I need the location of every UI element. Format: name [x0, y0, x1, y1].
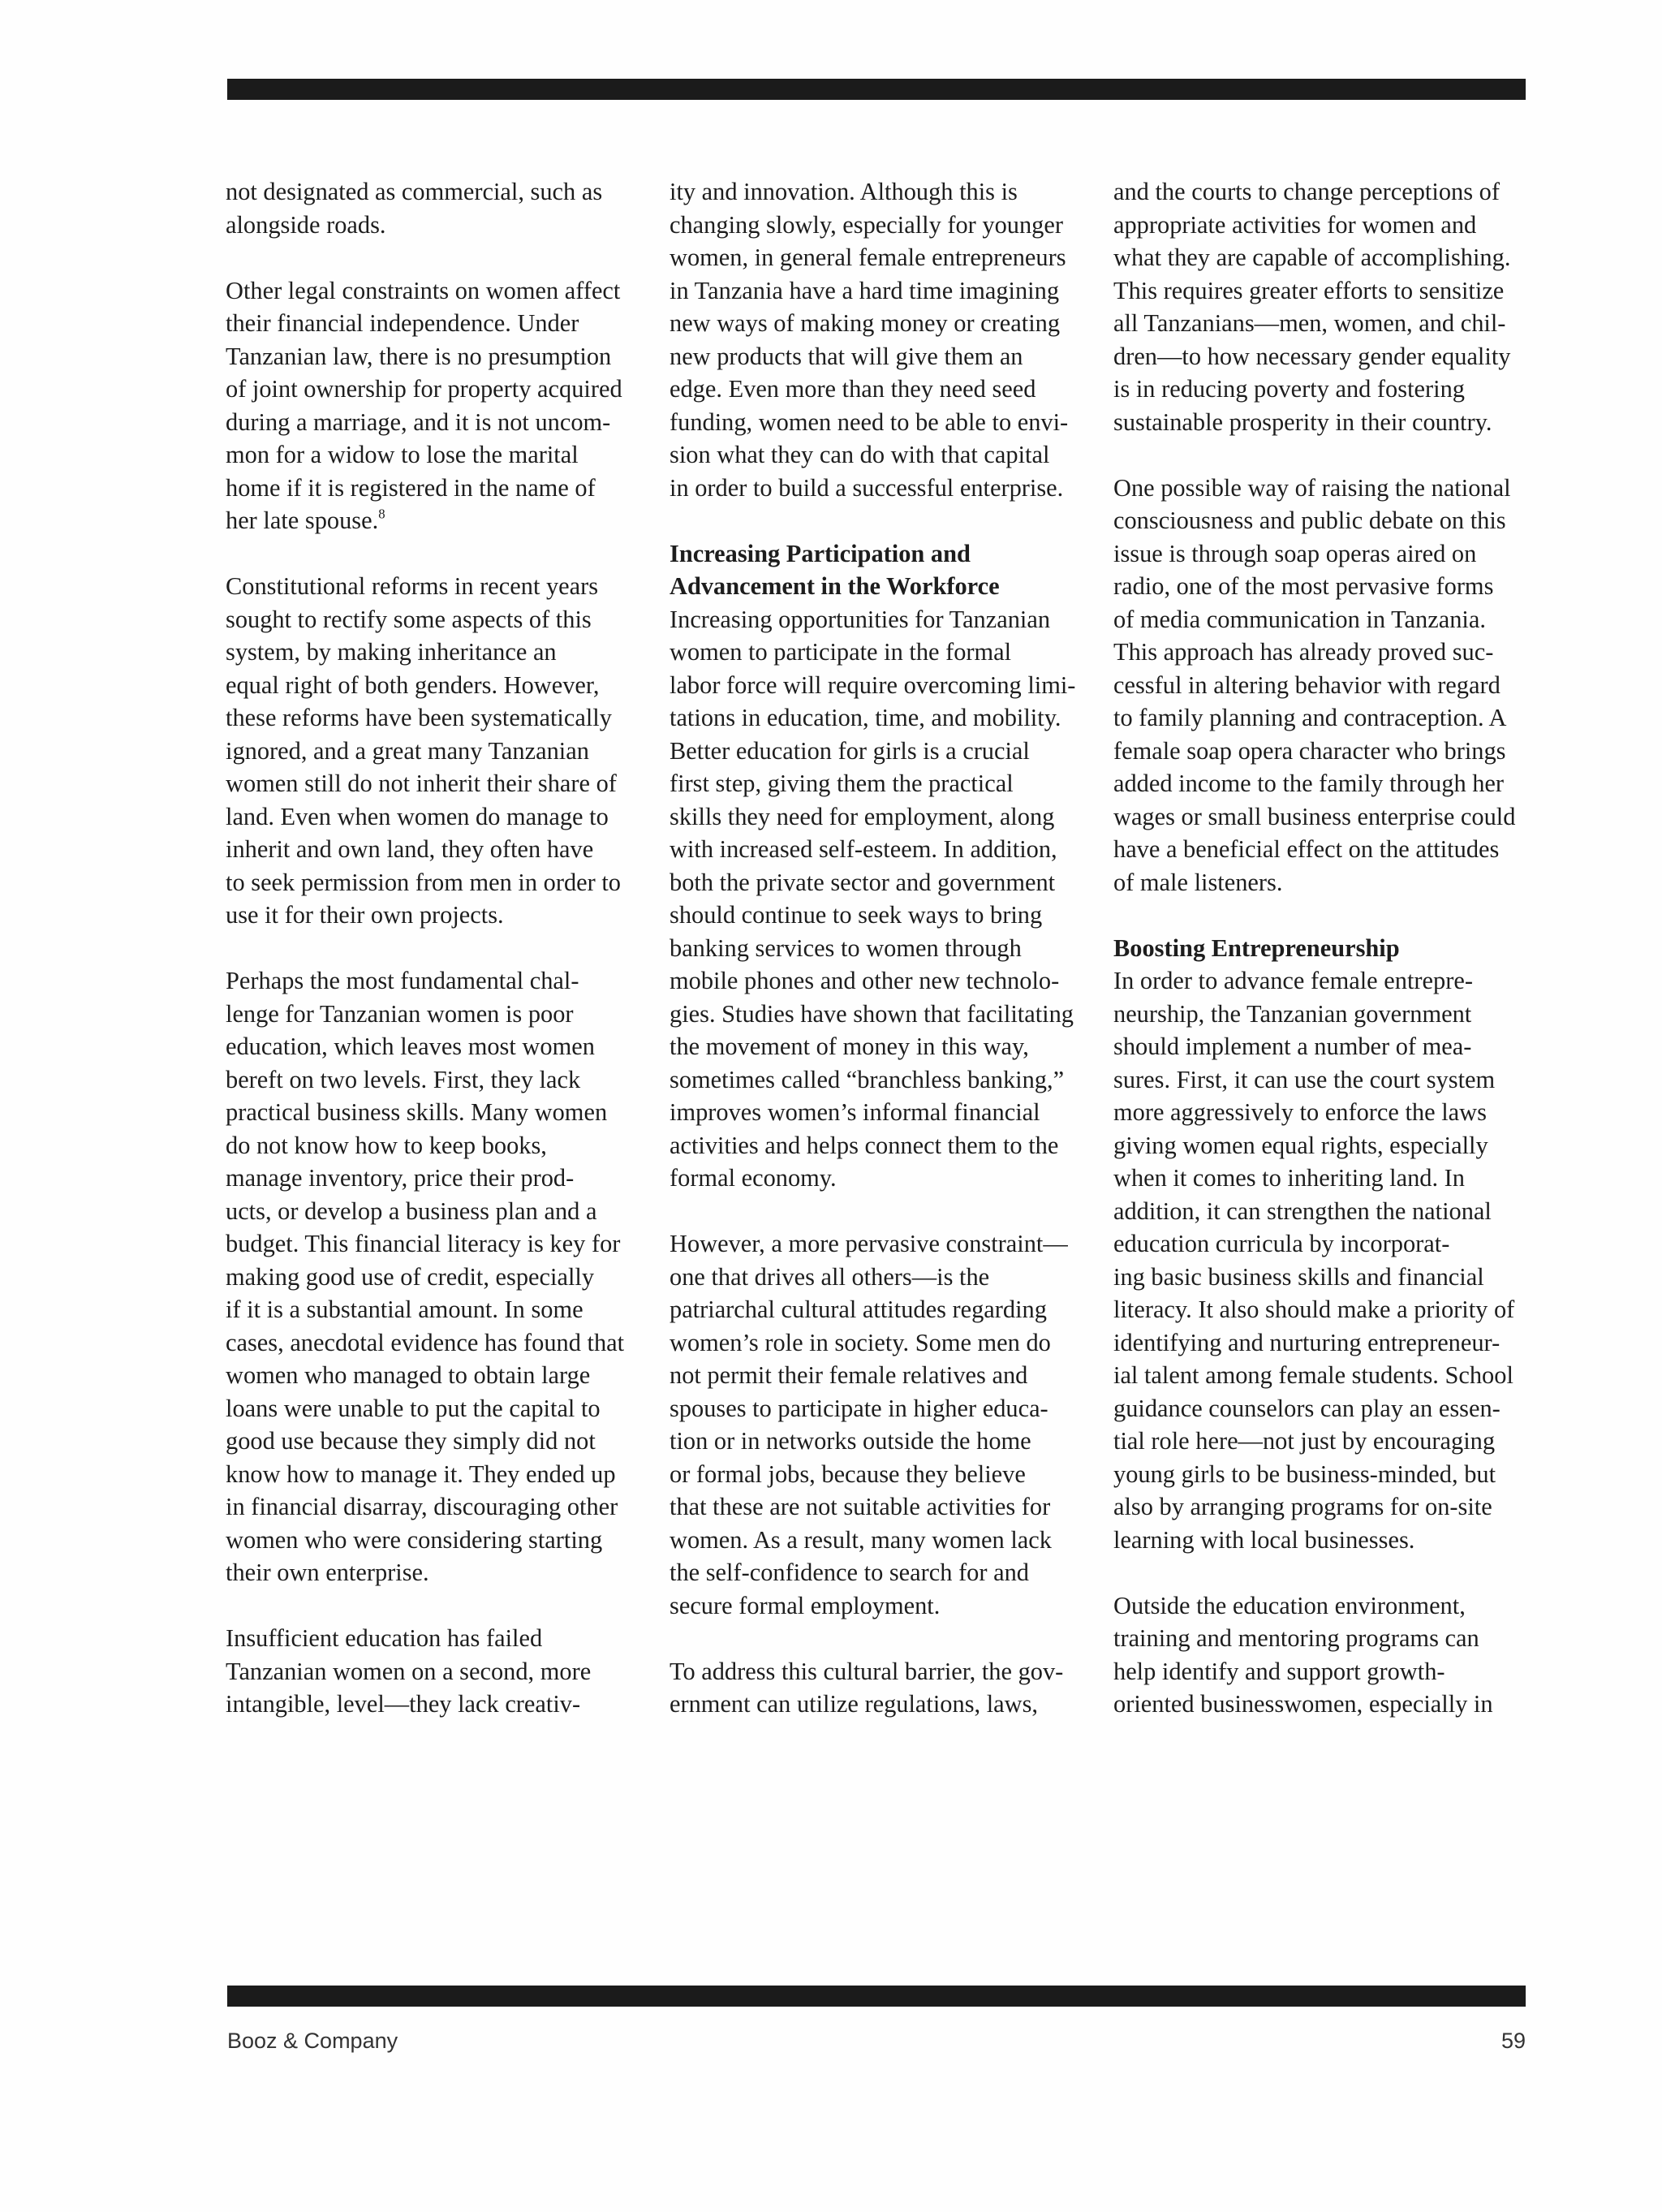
- text-line: home if it is registered in the name of: [226, 473, 596, 502]
- text-line: that these are not suitable activities for: [670, 1493, 1051, 1520]
- text-line: during a marriage, and it is not uncom-: [226, 407, 611, 436]
- text-line: should continue to seek ways to bring: [670, 901, 1043, 929]
- text-line: wages or small business enterprise could: [1113, 802, 1516, 830]
- text-line: One possible way of raising the national: [1113, 473, 1511, 502]
- text-line: or formal jobs, because they believe: [670, 1460, 1026, 1488]
- paragraph: [226, 274, 680, 537]
- text-line: giving women equal rights, especially: [1113, 1131, 1488, 1159]
- paragraph: [1113, 1589, 1568, 1721]
- paragraph: [670, 175, 1124, 504]
- text-line: tations in education, time, and mobility.: [670, 704, 1061, 731]
- text-line: neurship, the Tanzanian government: [1113, 999, 1472, 1028]
- section-heading: [670, 537, 1124, 603]
- paragraph: [670, 1655, 1124, 1721]
- text-line: their own enterprise.: [226, 1559, 429, 1586]
- text-line: making good use of credit, especially: [226, 1262, 595, 1291]
- text-line: not permit their female relatives and: [670, 1361, 1028, 1389]
- text-line: identifying and nurturing entrepreneur-: [1113, 1328, 1501, 1356]
- text-line: changing slowly, especially for younger: [670, 210, 1063, 239]
- text-line: Increasing opportunities for Tanzanian: [670, 605, 1051, 633]
- text-line: female soap opera character who brings: [1113, 736, 1506, 765]
- text-line: formal economy.: [670, 1164, 837, 1192]
- text-line: In order to advance female entrepre-: [1113, 967, 1473, 994]
- text-line: edge. Even more than they need seed: [670, 375, 1036, 403]
- text-line: education curricula by incorporat-: [1113, 1230, 1450, 1257]
- text-line: mon for a widow to lose the marital: [226, 441, 579, 468]
- text-line: Other legal constraints on women affect: [226, 276, 621, 304]
- text-line: Increasing Participation and: [670, 539, 971, 567]
- text-line: literacy. It also should make a priority of: [1113, 1296, 1515, 1323]
- text-line: inherit and own land, they often have: [226, 835, 594, 863]
- text-line: funding, women need to be able to envi-: [670, 407, 1069, 436]
- text-line: new ways of making money or creating: [670, 309, 1061, 337]
- text-line: in Tanzania have a hard time imagining: [670, 276, 1060, 304]
- text-line: women who managed to obtain large: [226, 1361, 591, 1389]
- text-line: when it comes to inheriting land. In: [1113, 1164, 1465, 1192]
- section-heading: [1113, 932, 1568, 965]
- text-line: cases, anecdotal evidence has found that: [226, 1328, 625, 1356]
- text-line: what they are capable of accomplishing.: [1113, 244, 1511, 271]
- text-line: of joint ownership for property acquired: [226, 375, 622, 403]
- text-line: gies. Studies have shown that facilitating: [670, 999, 1074, 1028]
- text-line: Constitutional reforms in recent years: [226, 572, 599, 600]
- text-line: budget. This financial literacy is key for: [226, 1230, 621, 1257]
- text-line: tion or in networks outside the home: [670, 1427, 1031, 1455]
- text-line: radio, one of the most pervasive forms: [1113, 572, 1494, 600]
- text-line: added income to the family through her: [1113, 770, 1505, 797]
- text-line: women, in general female entrepreneurs: [670, 244, 1066, 271]
- text-line: education, which leaves most women: [226, 1033, 595, 1060]
- text-line: also by arranging programs for on-site: [1113, 1493, 1492, 1520]
- text-line: sometimes called “branchless banking,”: [670, 1065, 1065, 1093]
- text-line: if it is a substantial amount. In some: [226, 1296, 583, 1323]
- text-line: lenge for Tanzanian women is poor: [226, 999, 574, 1028]
- text-line: To address this cultural barrier, the gov-: [670, 1657, 1064, 1685]
- text-line: sought to rectify some aspects of this: [226, 605, 592, 633]
- text-line: equal right of both genders. However,: [226, 670, 600, 699]
- text-line: practical business skills. Many women: [226, 1098, 608, 1126]
- paragraph: [226, 570, 680, 932]
- text-line: patriarchal cultural attitudes regarding: [670, 1296, 1047, 1323]
- text-line: sustainable prosperity in their country.: [1113, 407, 1492, 436]
- text-line: labor force will require overcoming limi-: [670, 670, 1076, 699]
- paragraph: [670, 603, 1124, 1195]
- text-line: in financial disarray, discouraging other: [226, 1493, 618, 1520]
- text-line: first step, giving them the practical: [670, 770, 1014, 797]
- paragraph: [1113, 964, 1568, 1556]
- footnote-marker[interactable]: 8: [378, 506, 385, 522]
- text-line: system, by making inheritance an: [226, 638, 557, 666]
- text-line: intangible, level—they lack creativ-: [226, 1690, 581, 1718]
- text-line: help identify and support growth-: [1113, 1657, 1445, 1685]
- text-column-3: [1113, 175, 1568, 1753]
- text-line: is in reducing poverty and fostering: [1113, 375, 1465, 403]
- text-line: ial talent among female students. School: [1113, 1361, 1513, 1389]
- text-line: ing basic business skills and financial: [1113, 1262, 1484, 1291]
- text-line: and the courts to change perceptions of: [1113, 178, 1500, 205]
- text-line: women who were considering starting: [226, 1525, 603, 1554]
- text-line: with increased self-esteem. In addition,: [670, 835, 1057, 863]
- text-line: have a beneficial effect on the attitudes: [1113, 835, 1500, 863]
- paragraph: [1113, 175, 1568, 438]
- text-line: Boosting Entrepreneurship: [1113, 934, 1400, 962]
- publisher-name: Booz & Company: [227, 2029, 398, 2053]
- text-line: ignored, and a great many Tanzanian: [226, 736, 589, 765]
- text-line: ucts, or develop a business plan and a: [226, 1197, 597, 1225]
- paragraph: [670, 1227, 1124, 1622]
- text-line: dren—to how necessary gender equality: [1113, 342, 1511, 370]
- text-line: all Tanzanians—men, women, and chil-: [1113, 309, 1506, 337]
- text-line: women. As a result, many women lack: [670, 1525, 1052, 1554]
- text-line: sion what they can do with that capital: [670, 441, 1050, 468]
- text-line: land. Even when women do manage to: [226, 802, 609, 830]
- text-line: manage inventory, price their prod-: [226, 1164, 575, 1192]
- text-line: use it for their own projects.: [226, 901, 504, 929]
- text-line: improves women’s informal financial: [670, 1098, 1040, 1126]
- paragraph: [226, 175, 680, 241]
- text-line: Tanzanian law, there is no presumption: [226, 342, 612, 370]
- text-line: tial role here—not just by encouraging: [1113, 1427, 1496, 1455]
- text-line: issue is through soap operas aired on: [1113, 539, 1477, 567]
- text-line: training and mentoring programs can: [1113, 1624, 1479, 1652]
- text-line: learning with local businesses.: [1113, 1525, 1415, 1554]
- text-line: Insufficient education has failed: [226, 1624, 543, 1652]
- text-line: these reforms have been systematically: [226, 704, 612, 731]
- text-line: to seek permission from men in order to: [226, 868, 621, 896]
- text-line: know how to manage it. They ended up: [226, 1460, 616, 1488]
- text-line: mobile phones and other new technolo-: [670, 967, 1060, 994]
- text-line: This approach has already proved suc-: [1113, 638, 1494, 666]
- text-line: not designated as commercial, such as: [226, 178, 603, 205]
- text-line: of media communication in Tanzania.: [1113, 605, 1486, 633]
- paragraph: [1113, 472, 1568, 899]
- paragraph: [226, 1622, 680, 1721]
- text-line: cessful in altering behavior with regard: [1113, 670, 1501, 699]
- text-line: However, a more pervasive constraint—: [670, 1230, 1068, 1257]
- text-line: good use because they simply did not: [226, 1427, 596, 1455]
- text-line: activities and helps connect them to the: [670, 1131, 1059, 1159]
- text-line: secure formal employment.: [670, 1591, 941, 1619]
- text-line: loans were unable to put the capital to: [226, 1394, 601, 1422]
- text-column-2: [670, 175, 1124, 1753]
- text-line: women to participate in the formal: [670, 638, 1012, 666]
- text-line: new products that will give them an: [670, 342, 1023, 370]
- text-line: in order to build a successful enterprise.: [670, 473, 1064, 502]
- page-number: 59: [1501, 2029, 1526, 2053]
- text-line: her late spouse.$^8$: [226, 506, 385, 534]
- text-line: consciousness and public debate on this: [1113, 507, 1506, 534]
- text-line: their financial independence. Under: [226, 309, 579, 337]
- text-line: banking services to women through: [670, 934, 1022, 962]
- text-column-1: [226, 175, 680, 1753]
- text-line: alongside roads.: [226, 210, 386, 239]
- text-line: young girls to be business-minded, but: [1113, 1460, 1496, 1488]
- text-line: ernment can utilize regulations, laws,: [670, 1690, 1039, 1718]
- text-line: spouses to participate in higher educa-: [670, 1394, 1048, 1422]
- text-line: should implement a number of mea-: [1113, 1033, 1472, 1060]
- text-line: appropriate activities for women and: [1113, 210, 1477, 239]
- text-line: sures. First, it can use the court system: [1113, 1065, 1496, 1093]
- text-line: the self-confidence to search for and: [670, 1559, 1029, 1586]
- text-line: Better education for girls is a crucial: [670, 736, 1030, 765]
- text-line: women still do not inherit their share of: [226, 770, 617, 797]
- footer-rule: [227, 1986, 1526, 2007]
- paragraph: [226, 964, 680, 1589]
- text-line: do not know how to keep books,: [226, 1131, 547, 1159]
- text-line: Outside the education environment,: [1113, 1591, 1466, 1619]
- text-line: guidance counselors can play an essen-: [1113, 1394, 1501, 1422]
- text-line: This requires greater efforts to sensitize: [1113, 276, 1505, 304]
- header-rule: [227, 79, 1526, 100]
- text-line: Advancement in the Workforce: [670, 572, 1000, 600]
- text-line: ity and innovation. Although this is: [670, 178, 1018, 205]
- text-line: oriented businesswomen, especially in: [1113, 1690, 1493, 1718]
- text-line: addition, it can strengthen the national: [1113, 1197, 1492, 1225]
- text-line: the movement of money in this way,: [670, 1033, 1029, 1060]
- text-line: Perhaps the most fundamental chal-: [226, 967, 579, 994]
- text-line: of male listeners.: [1113, 868, 1283, 896]
- text-line: women’s role in society. Some men do: [670, 1328, 1051, 1356]
- text-line: to family planning and contraception. A: [1113, 704, 1507, 731]
- text-line: bereft on two levels. First, they lack: [226, 1065, 581, 1093]
- text-line: one that drives all others—is the: [670, 1262, 990, 1291]
- text-line: both the private sector and government: [670, 868, 1056, 896]
- text-line: skills they need for employment, along: [670, 802, 1055, 830]
- text-line: Tanzanian women on a second, more: [226, 1657, 592, 1685]
- text-line: more aggressively to enforce the laws: [1113, 1098, 1487, 1126]
